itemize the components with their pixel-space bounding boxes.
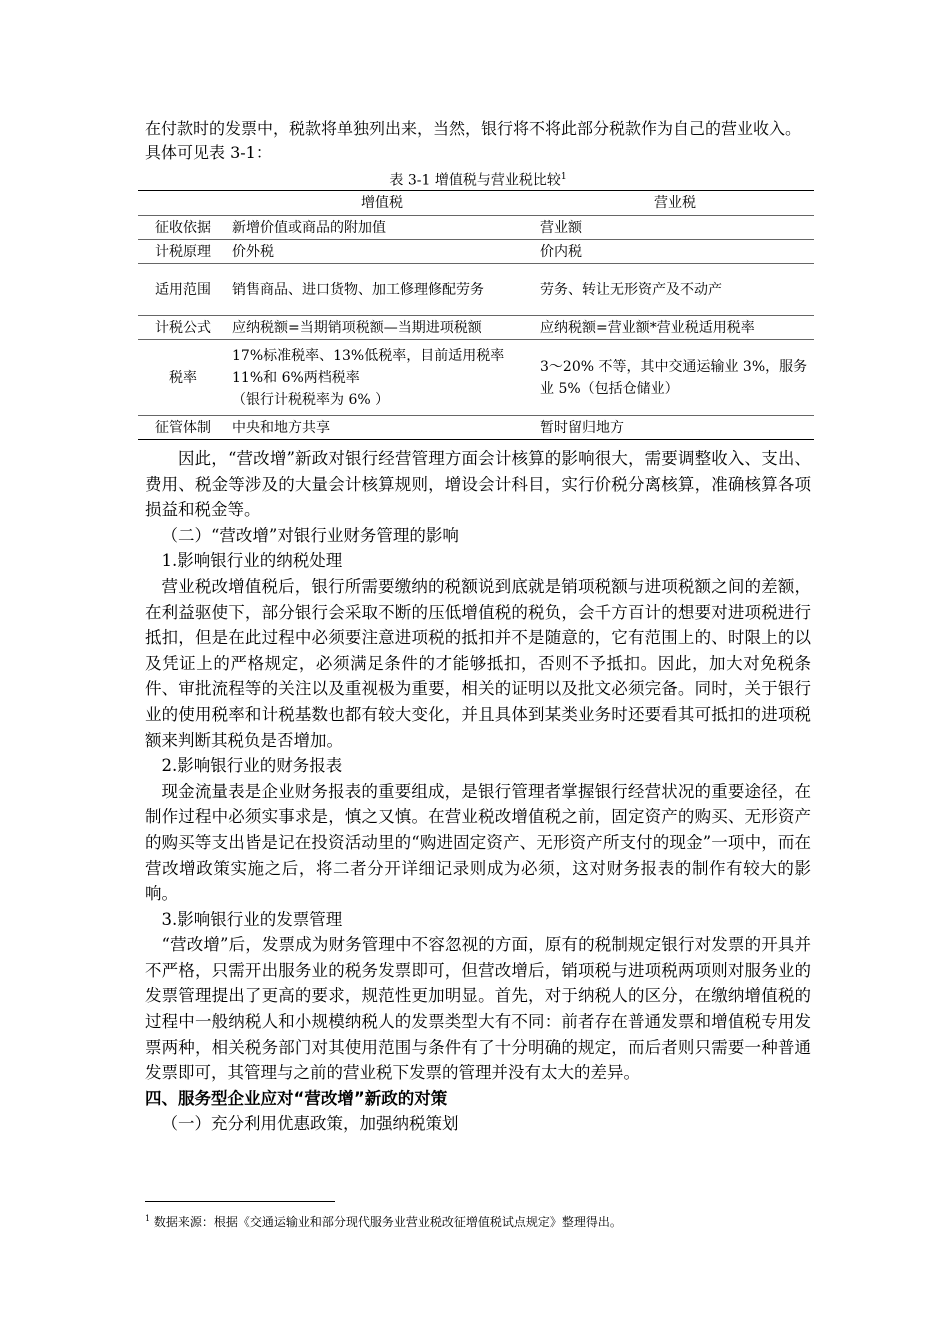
table-row bbox=[138, 264, 814, 316]
paragraph: 因此，“营改增”新政对银行经营管理方面会计核算的影响很大，需要调整收入、支出、费用、税金等涉及的大量会计核算规则，增设会计科目，实行价税分离核算，准确核算各项损益和税金等。 bbox=[145, 449, 811, 520]
vat-cell bbox=[228, 340, 536, 416]
intro-paragraph: 在付款时的发票中，税款将单独列出来，当然，银行将不将此部分税款作为自己的营业收入。具体可见表 3-1： bbox=[145, 119, 802, 162]
row-label: 税率 bbox=[138, 340, 228, 416]
footnote-text: 数据来源：根据《交通运输业和部分现代服务业营业税改征增值税试点规定》整理得出。 bbox=[153, 1215, 622, 1229]
item-heading: 3.影响银行业的发票管理 bbox=[161, 909, 343, 929]
vat-cell: 中央和地方共享 bbox=[228, 416, 536, 440]
footnote bbox=[145, 1210, 811, 1231]
subsection-heading: （一）充分利用优惠政策，加强纳税策划 bbox=[161, 1114, 459, 1134]
footnote-divider bbox=[145, 1201, 335, 1202]
row-label: 计税原理 bbox=[138, 240, 228, 264]
comparison-table bbox=[138, 190, 814, 440]
vat-cell: 新增价值或商品的附加值 bbox=[228, 216, 536, 240]
body-text bbox=[145, 446, 811, 1137]
table-row bbox=[138, 416, 814, 440]
item-heading: 1.影响银行业的纳税处理 bbox=[161, 551, 343, 571]
vat-cell: 销售商品、进口货物、加工修理修配劳务 bbox=[228, 264, 536, 316]
footnote-mark: 1 bbox=[145, 1214, 151, 1223]
business-cell: 应纳税额=营业额*营业税适用税率 bbox=[536, 316, 814, 340]
section-heading: 四、服务型企业应对“营改增”新政的对策 bbox=[145, 1088, 448, 1108]
header-business-tax: 营业税 bbox=[536, 191, 814, 216]
paragraph: “营改增”后，发票成为财务管理中不容忽视的方面，原有的税制规定银行对发票的开具并不严格，只需开出服务业的税务发票即可，但营改增后，销项税与进项税两项则对服务业的发票管理提出了更高的要求，规范性更加明显。首先，对于纳税人的区分，在缴纳增值税的过程中一般纳税人和小规模纳税人的发票类型大有不同：前者存在普通发票和增值税专用发票两种，相关税务部门对其使用范围与条件有了十分明确的规定，而后者则只需要一种普通发票即可，其管理与之前的营业税下发票的管理并没有太大的差异。 bbox=[145, 935, 811, 1083]
table-row bbox=[138, 340, 814, 416]
row-label: 征管体制 bbox=[138, 416, 228, 440]
table-caption-text: 表 3-1 增值税与营业税比较 bbox=[389, 172, 561, 189]
header-vat: 增值税 bbox=[228, 191, 536, 216]
business-cell: 营业额 bbox=[536, 216, 814, 240]
header-empty bbox=[138, 191, 228, 216]
subsection-heading: （二）“营改增”对银行业财务管理的影响 bbox=[161, 525, 459, 545]
table-row bbox=[138, 240, 814, 264]
row-label: 计税公式 bbox=[138, 316, 228, 340]
business-cell: 暂时留归地方 bbox=[536, 416, 814, 440]
table-header-row bbox=[138, 191, 814, 216]
row-label: 适用范围 bbox=[138, 264, 228, 316]
row-label: 征收依据 bbox=[138, 216, 228, 240]
paragraph: 营业税改增值税后，银行所需要缴纳的税额说到底就是销项税额与进项税额之间的差额，在利益驱使下，部分银行会采取不断的压低增值税的税负，会千方百计的想要对进项税进行抵扣，但是在此过程中必须要注意进项税的抵扣并不是随意的，它有范围上的、时限上的以及凭证上的严格规定，必须满足条件的才能够抵扣，否则不予抵扣。因此，加大对免税条件、审批流程等的关注以及重视极为重要，相关的证明以及批文必须完备。同时，关于银行业的使用税率和计税基数也都有较大变化，并且具体到某类业务时还要看其可抵扣的进项税额来判断其税负是否增加。 bbox=[145, 576, 811, 750]
business-cell: 3～20% 不等，其中交通运输业 3%，服务业 5%（包括仓储业） bbox=[536, 340, 814, 416]
table-row bbox=[138, 316, 814, 340]
table-row bbox=[138, 216, 814, 240]
paragraph: 现金流量表是企业财务报表的重要组成，是银行管理者掌握银行经营状况的重要途径，在制作过程中必须实事求是，慎之又慎。在营业税改增值税之前，固定资产的购买、无形资产的购买等支出皆是记在投资活动里的“购进固定资产、无形资产所支付的现金”一项中，而在营改增政策实施之后，将二者分开详细记录则成为必须，这对财务报表的制作有较大的影响。 bbox=[145, 781, 811, 904]
item-heading: 2.影响银行业的财务报表 bbox=[161, 756, 343, 776]
table-caption bbox=[145, 166, 811, 192]
vat-cell: 应纳税额=当期销项税额—当期进项税额 bbox=[228, 316, 536, 340]
vat-cell: 价外税 bbox=[228, 240, 536, 264]
business-cell: 价内税 bbox=[536, 240, 814, 264]
footnote-ref: 1 bbox=[560, 172, 567, 182]
vat-rate-text: 17%标准税率、13%低税率，目前适用税率 11%和 6%两档税率 bbox=[232, 347, 505, 386]
vat-rate-note: （银行计税税率为 6% ） bbox=[232, 391, 390, 408]
business-cell: 劳务、转让无形资产及不动产 bbox=[536, 264, 814, 316]
